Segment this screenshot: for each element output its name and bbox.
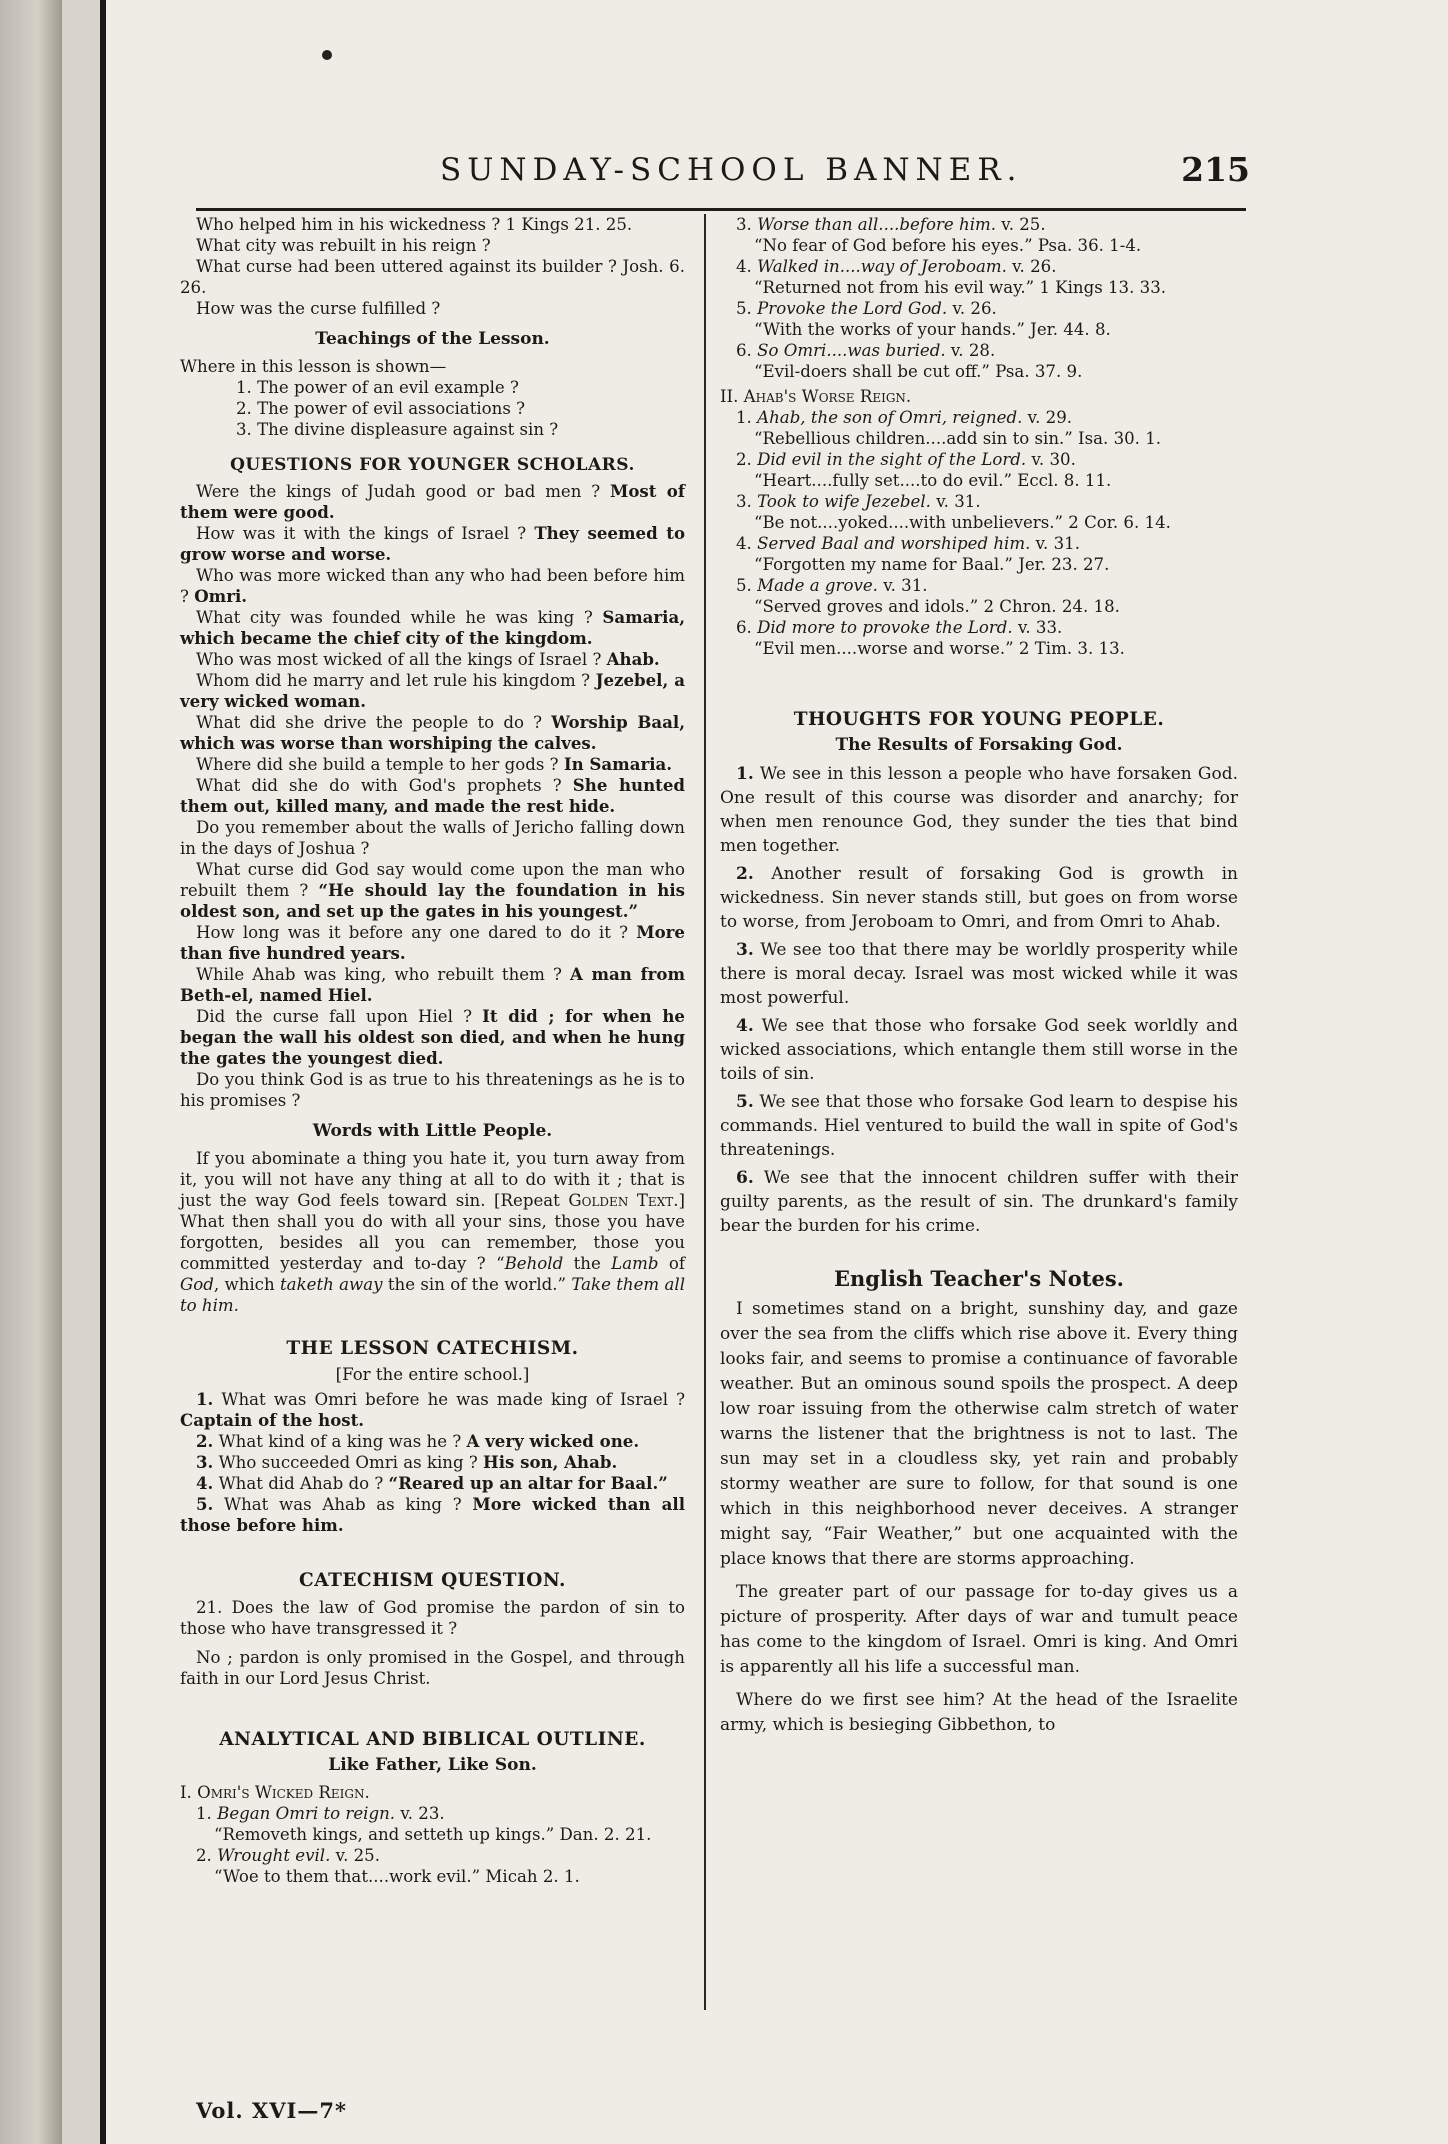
question-text: Who was more wicked than any who had been before him ? [180, 566, 685, 606]
thought-text: We see that the innocent children suffer with their guilty parents, as the result of sin. The drunkard's family bear the burden for his crime. [720, 1168, 1238, 1236]
question-line: What curse had been uttered against its builder ? Josh. 6. 26. [180, 257, 685, 297]
teaching-item: 2. The power of evil associations ? [236, 399, 526, 418]
outline-verse: v. 31. [930, 492, 981, 511]
teaching-item: 3. The divine displeasure against sin ? [236, 420, 559, 439]
catechism-item [180, 1494, 685, 1536]
catechism-answer: No ; pardon is only promised in the Gospel, and through faith in our Lord Jesus Christ. [180, 1648, 685, 1688]
outline-reference: “Be not....yoked....with unbelievers.” 2 Cor. 6. 14. [754, 513, 1171, 532]
lesson-questions-continued [180, 214, 685, 319]
outline-item [736, 407, 1238, 428]
left-column [180, 214, 685, 1887]
question-text: What curse did God say would come upon the man who rebuilt them ? [180, 860, 685, 900]
thought-number: 4. [736, 1016, 754, 1036]
outline-text: Began Omri to reign. [217, 1804, 396, 1823]
outline-text: Provoke the Lord God. [757, 299, 948, 318]
outline-text: Did more to provoke the Lord. [757, 618, 1013, 637]
thought-number: 3. [736, 940, 754, 960]
head-rule [196, 208, 1246, 211]
right-column [720, 214, 1238, 1746]
question-text: Who succeeded Omri as king ? [218, 1453, 478, 1472]
thoughts-heading: THOUGHTS FOR YOUNG PEOPLE. [793, 709, 1165, 730]
question-line: What city was rebuilt in his reign ? [196, 236, 491, 255]
outline-item [736, 214, 1238, 235]
thought-item [720, 762, 1238, 858]
outline-verse: v. 23. [395, 1804, 445, 1823]
outline-reference: “Woe to them that....work evil.” Micah 2. 1. [214, 1867, 580, 1886]
teachers-notes [720, 1297, 1238, 1738]
thought-text: We see that those who forsake God seek worldly and wicked associations, which entangle them still worse in the toils of sin. [720, 1016, 1239, 1084]
outline-number: 1. [196, 1804, 212, 1823]
answer-text: More wicked than all those before him. [180, 1494, 686, 1535]
qa-item [180, 859, 685, 922]
answer-text: Samaria, which became the chief city of the kingdom. [180, 607, 686, 648]
thoughts-list [720, 762, 1238, 1238]
notes-paragraph: I sometimes stand on a bright, sunshiny day, and gaze over the sea from the cliffs which rise above it. Every thing looks fair, and seems to promise a continuance of favorable weather. But an ominous sound spoils the prospect. A deep low roar issuing from the otherwise calm stretch of water warns the listener that the brightness is not to last. The sun may set in a cloudless sky, yet rain and probably stormy weather are sure to follow, for that sound is one which in this neighborhood never deceives. A stranger might say, “Fair Weather,” but one acquainted with the place knows that there are storms approaching. [720, 1299, 1238, 1569]
question-text: Did the curse fall upon Hiel ? [196, 1007, 472, 1026]
outline-number: 4. [736, 534, 752, 553]
teachings-intro: Where in this lesson is shown— [180, 357, 447, 376]
column-rule [704, 214, 706, 2010]
outline-number: 3. [736, 492, 752, 511]
catechism-question: 21. Does the law of God promise the pardon of sin to those who have transgressed it ? [180, 1598, 685, 1638]
adjacent-page-edge [0, 0, 62, 2144]
thought-text: We see in this lesson a people who have forsaken God. One result of this course was disorder and anarchy; for when men renounce God, they sunder the ties that bind men together. [720, 764, 1238, 856]
words-text-part: If you abominate a thing you hate it, you turn away from it, you will not have any thing at all to do with it ; that is just the way God feels toward sin. [Repeat [180, 1149, 685, 1210]
outline-reference: “Evil men....worse and worse.” 2 Tim. 3. 13. [754, 639, 1125, 658]
qa-item [180, 670, 685, 712]
outline-number: 5. [736, 576, 752, 595]
question-text: How long was it before any one dared to do it ? [196, 923, 629, 942]
outline-item [196, 1845, 685, 1866]
answer-text: In Samaria. [563, 754, 673, 774]
answer-text: It did ; for when he began the wall his oldest son died, and when he hung the gates the youngest died. [180, 1006, 685, 1068]
words-italic: taketh away [280, 1275, 383, 1294]
outline-verse: v. 31. [877, 576, 928, 595]
younger-scholars-heading: QUESTIONS FOR YOUNGER SCHOLARS. [230, 455, 635, 475]
thought-item [720, 1166, 1238, 1238]
outline-list [720, 407, 1238, 659]
question-line: How was the curse fulfilled ? [196, 299, 441, 318]
thought-item [720, 938, 1238, 1010]
question-text: Where did she build a temple to her gods ? [196, 755, 559, 774]
words-text-part: , which [213, 1275, 281, 1294]
volume-signature: Vol. XVI—7* [196, 2098, 347, 2123]
answer-text: A man from Beth-el, named Hiel. [180, 964, 685, 1005]
question-text: Do you think God is as true to his threatenings as he is to his promises ? [180, 1070, 685, 1110]
running-title: SUNDAY-SCHOOL BANNER. [440, 152, 1023, 188]
outline-text: Ahab, the son of Omri, reigned. [757, 408, 1023, 427]
answer-text: Jezebel, a very wicked woman. [180, 670, 685, 711]
outline-text: Made a grove. [757, 576, 878, 595]
question-line: Who helped him in his wickedness ? 1 Kings 21. 25. [196, 215, 633, 234]
catechism-number: 1. [196, 1389, 214, 1409]
words-text-part: the sin of the world.” [382, 1275, 572, 1294]
answer-text: More than five hundred years. [180, 922, 685, 963]
question-text: What was Omri before he was made king of Israel ? [221, 1390, 685, 1409]
qa-item [180, 607, 685, 649]
answer-text: “Reared up an altar for Baal.” [388, 1473, 668, 1493]
outline-verse: v. 33. [1012, 618, 1063, 637]
outline-item [736, 533, 1238, 554]
answer-text: Ahab. [606, 649, 660, 669]
outline-verse: v. 29. [1022, 408, 1073, 427]
outline-item [736, 340, 1238, 361]
qa-item [180, 964, 685, 1006]
qa-item [180, 523, 685, 565]
outline-text: Did evil in the sight of the Lord. [757, 450, 1027, 469]
outline-number: 6. [736, 341, 752, 360]
catechism-question-block [180, 1597, 685, 1689]
outline-verse: v. 26. [1006, 257, 1057, 276]
answer-text: Most of them were good. [180, 481, 685, 522]
catechism-item [180, 1473, 685, 1494]
qa-item [180, 565, 685, 607]
outline-item [736, 491, 1238, 512]
thought-number: 2. [736, 864, 754, 884]
question-text: What was Ahab as king ? [224, 1495, 462, 1514]
outline-reference: “Forgotten my name for Baal.” Jer. 23. 27. [754, 555, 1110, 574]
outline-heading: ANALYTICAL AND BIBLICAL OUTLINE. [219, 1729, 646, 1750]
outline-list [180, 1803, 685, 1887]
outline-item [736, 617, 1238, 638]
catechism-item [180, 1431, 685, 1452]
outline-item [736, 256, 1238, 277]
outline-reference: “Rebellious children....add sin to sin.” Isa. 30. 1. [754, 429, 1162, 448]
question-text: What kind of a king was he ? [218, 1432, 462, 1451]
outline-division: II. Ahab's Worse Reign. [720, 387, 912, 406]
outline-division: I. Omri's Wicked Reign. [180, 1783, 370, 1802]
catechism-number: 4. [196, 1473, 214, 1493]
outline-text: Took to wife Jezebel. [757, 492, 931, 511]
notes-paragraph: Where do we first see him? At the head of the Israelite army, which is besieging Gibbethon, to [720, 1690, 1238, 1735]
outline-text: Worse than all....before him. [757, 215, 997, 234]
notes-paragraph: The greater part of our passage for to-day gives us a picture of prosperity. After days of war and tumult peace has come to the kingdom of Israel. Omri is king. And Omri is apparently all his life a successful man. [720, 1582, 1238, 1677]
answer-text: Captain of the host. [180, 1410, 365, 1430]
outline-item [736, 298, 1238, 319]
qa-item [180, 775, 685, 817]
outline-number: 5. [736, 299, 752, 318]
teaching-item: 1. The power of an evil example ? [236, 378, 519, 397]
words-italic: Take them all to him. [180, 1275, 685, 1315]
words-italic: Behold [504, 1254, 564, 1273]
qa-item [180, 481, 685, 523]
outline-reference: “Returned not from his evil way.” 1 Kings 13. 33. [754, 278, 1167, 297]
answer-text: His son, Ahab. [483, 1452, 618, 1472]
thought-item [720, 1014, 1238, 1086]
outline-text: Walked in....way of Jeroboam. [757, 257, 1007, 276]
outline-number: 6. [736, 618, 752, 637]
words-text [180, 1148, 685, 1316]
outline-reference: “Removeth kings, and setteth up kings.” Dan. 2. 21. [214, 1825, 652, 1844]
thought-item [720, 1090, 1238, 1162]
question-text: Were the kings of Judah good or bad men ? [196, 482, 601, 501]
ink-dot [322, 50, 332, 60]
qa-item [180, 1069, 685, 1111]
outline-verse: v. 30. [1026, 450, 1076, 469]
outline-text: Served Baal and worshiped him. [757, 534, 1031, 553]
question-text: What did she drive the people to do ? [196, 713, 543, 732]
thought-number: 1. [736, 764, 754, 784]
qa-item [180, 649, 685, 670]
younger-scholars-list [180, 481, 685, 1111]
answer-text: Worship Baal, which was worse than worshiping the calves. [180, 712, 685, 753]
golden-text-ref: Golden Text [568, 1191, 674, 1210]
outline-reference: “With the works of your hands.” Jer. 44. 8. [754, 320, 1111, 339]
catechism-item [180, 1389, 685, 1431]
outline-verse: v. 28. [945, 341, 996, 360]
qa-item [180, 712, 685, 754]
outline-item [196, 1803, 685, 1824]
thought-text: Another result of forsaking God is growth in wickedness. Sin never stands still, but goes on from worse to worse, from Jeroboam to Omri, and from Omri to Ahab. [720, 864, 1239, 932]
question-text: How was it with the kings of Israel ? [196, 524, 527, 543]
catechism-number: 5. [196, 1494, 214, 1514]
thought-item [720, 862, 1238, 934]
words-italic: God [180, 1275, 214, 1294]
qa-item [180, 817, 685, 859]
outline-number: 2. [196, 1846, 212, 1865]
outline-item [736, 575, 1238, 596]
lesson-catechism-heading: THE LESSON CATECHISM. [286, 1338, 579, 1359]
catechism-subheading: [For the entire school.] [335, 1365, 530, 1384]
outline-subheading: Like Father, Like Son. [328, 1755, 537, 1775]
words-italic: Lamb [611, 1254, 659, 1273]
outline-text: Wrought evil. [217, 1846, 331, 1865]
thought-text: We see too that there may be worldly prosperity while there is moral decay. Israel was most wicked while it was most powerful. [720, 940, 1239, 1008]
outline-verse: v. 25. [996, 215, 1046, 234]
outline-reference: “Evil-doers shall be cut off.” Psa. 37. 9. [754, 362, 1083, 381]
words-text-part: the [563, 1254, 612, 1273]
outline-reference: “Heart....fully set....to do evil.” Eccl. 8. 11. [754, 471, 1112, 490]
catechism-item [180, 1452, 685, 1473]
qa-item [180, 754, 685, 775]
thoughts-subheading: The Results of Forsaking God. [835, 735, 1123, 755]
answer-text: They seemed to grow worse and worse. [180, 523, 686, 564]
answer-text: She hunted them out, killed many, and made the rest hide. [180, 775, 685, 816]
outline-reference: “Served groves and idols.” 2 Chron. 24. 18. [754, 597, 1120, 616]
question-text: Who was most wicked of all the kings of Israel ? [196, 650, 602, 669]
outline-text: So Omri....was buried. [757, 341, 946, 360]
words-heading: Words with Little People. [312, 1121, 553, 1141]
words-text-part: .] What then shall you do with all your sins, those you have forgotten, besides all you can remember, those you committed yesterday and to-day ? “ [180, 1191, 685, 1273]
qa-item [180, 922, 685, 964]
outline-list-continued [720, 214, 1238, 382]
outline-verse: v. 26. [947, 299, 997, 318]
outline-verse: v. 25. [330, 1846, 381, 1865]
answer-text: Omri. [194, 586, 248, 606]
question-text: Do you remember about the walls of Jericho falling down in the days of Joshua ? [180, 818, 685, 858]
outline-verse: v. 31. [1030, 534, 1080, 553]
words-text-part: of [658, 1254, 685, 1273]
question-text: What city was founded while he was king ? [196, 608, 593, 627]
answer-text: A very wicked one. [466, 1431, 640, 1451]
page-number: 215 [1181, 150, 1250, 189]
outline-number: 2. [736, 450, 752, 469]
thought-text: We see that those who forsake God learn to despise his commands. Hiel ventured to build the wall in spite of God's threatenings. [720, 1092, 1239, 1160]
outline-number: 3. [736, 215, 752, 234]
catechism-number: 2. [196, 1431, 214, 1451]
question-text: Whom did he marry and let rule his kingdom ? [196, 671, 591, 690]
question-text: What did Ahab do ? [218, 1474, 384, 1493]
question-text: While Ahab was king, who rebuilt them ? [196, 965, 562, 984]
outline-number: 1. [736, 408, 752, 427]
outline-number: 4. [736, 257, 752, 276]
catechism-question-heading: CATECHISM QUESTION. [299, 1570, 566, 1591]
catechism-list [180, 1389, 685, 1536]
answer-text: “He should lay the foundation in his oldest son, and set up the gates in his youngest.” [180, 880, 686, 921]
outline-reference: “No fear of God before his eyes.” Psa. 36. 1-4. [754, 236, 1142, 255]
qa-item [180, 1006, 685, 1069]
question-text: What did she do with God's prophets ? [196, 776, 562, 795]
running-head [335, 152, 1250, 202]
outline-item [736, 449, 1238, 470]
thought-number: 6. [736, 1168, 754, 1188]
teachings-heading: Teachings of the Lesson. [315, 329, 550, 349]
teachers-notes-heading: English Teacher's Notes. [834, 1266, 1124, 1291]
thought-number: 5. [736, 1092, 754, 1112]
catechism-number: 3. [196, 1452, 214, 1472]
